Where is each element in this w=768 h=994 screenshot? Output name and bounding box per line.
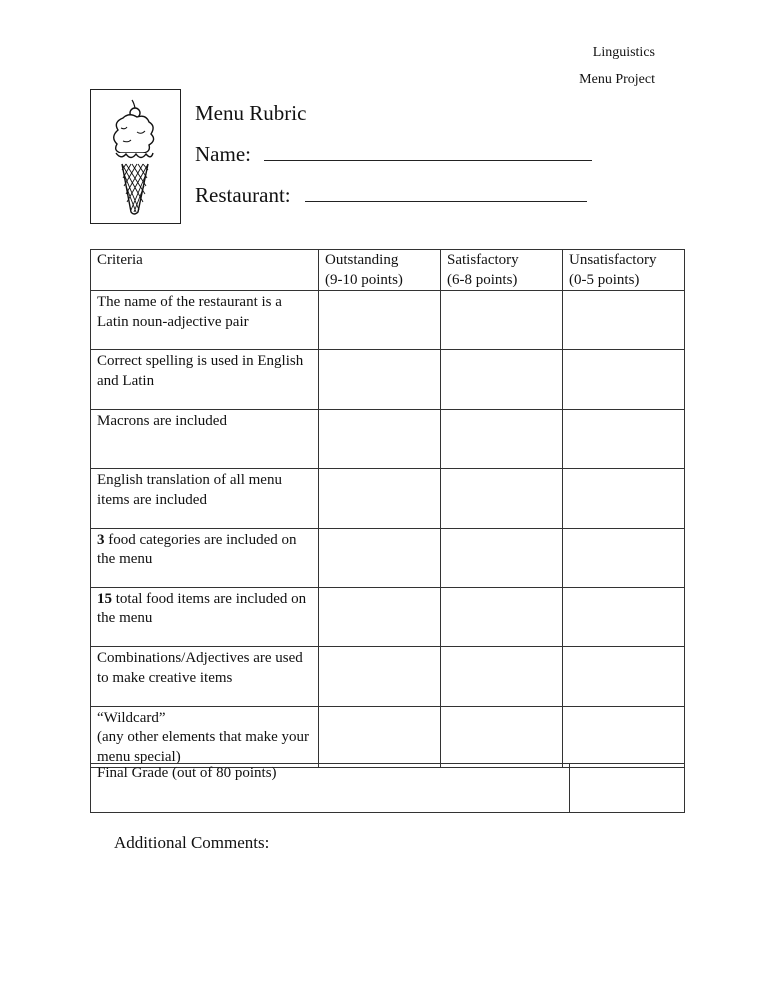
header-line1: Outstanding — [325, 252, 399, 268]
score-cell-satisfactory[interactable] — [441, 291, 563, 350]
score-cell-unsatisfactory[interactable] — [563, 587, 685, 646]
course-label: Linguistics — [592, 45, 655, 60]
score-cell-outstanding[interactable] — [319, 706, 441, 768]
score-cell-outstanding[interactable] — [319, 469, 441, 528]
score-cell-unsatisfactory[interactable] — [563, 350, 685, 409]
header-cell-criteria — [91, 250, 319, 291]
criteria-cell — [91, 528, 319, 587]
score-cell-satisfactory[interactable] — [441, 528, 563, 587]
project-label: Menu Project — [579, 72, 655, 87]
table-row — [91, 587, 685, 646]
score-cell-satisfactory[interactable] — [441, 647, 563, 706]
criteria-cell — [91, 587, 319, 646]
criteria-count: 15 — [97, 590, 112, 607]
criteria-text: Correct spelling is used in English and Latin — [97, 353, 304, 389]
score-cell-unsatisfactory[interactable] — [563, 409, 685, 468]
additional-comments-label: Additional Comments: — [114, 833, 270, 852]
header-line1: Criteria — [97, 252, 143, 268]
final-grade-row — [91, 764, 685, 813]
score-cell-outstanding[interactable] — [319, 528, 441, 587]
table-header-row — [91, 250, 685, 291]
criteria-count: 3 — [97, 531, 105, 548]
table-row — [91, 528, 685, 587]
final-grade-label: Final Grade (out of 80 points) — [91, 764, 570, 813]
criteria-text: Macrons are included — [97, 412, 227, 429]
score-cell-outstanding[interactable] — [319, 647, 441, 706]
score-cell-satisfactory[interactable] — [441, 350, 563, 409]
restaurant-label: Restaurant: — [195, 183, 291, 207]
score-cell-outstanding[interactable] — [319, 587, 441, 646]
header-line2: (9-10 points) — [325, 271, 403, 288]
score-cell-satisfactory[interactable] — [441, 587, 563, 646]
header-line2: (0-5 points) — [569, 271, 640, 288]
score-cell-unsatisfactory[interactable] — [563, 469, 685, 528]
score-cell-outstanding[interactable] — [319, 409, 441, 468]
header-cell-unsatisfactory — [563, 250, 685, 291]
table-row — [91, 409, 685, 468]
criteria-cell — [91, 409, 319, 468]
table-row — [91, 647, 685, 706]
score-cell-outstanding[interactable] — [319, 291, 441, 350]
score-cell-outstanding[interactable] — [319, 350, 441, 409]
rubric-table — [90, 249, 685, 768]
header-line1: Satisfactory — [447, 252, 519, 268]
score-cell-unsatisfactory[interactable] — [563, 528, 685, 587]
criteria-cell — [91, 469, 319, 528]
score-cell-satisfactory[interactable] — [441, 469, 563, 528]
header-cell-satisfactory — [441, 250, 563, 291]
criteria-text: The name of the restaurant is a Latin noun-adjective pair — [97, 294, 282, 330]
criteria-text: food categories are included on the menu — [97, 531, 297, 568]
criteria-cell — [91, 350, 319, 409]
name-blank[interactable] — [264, 142, 592, 161]
final-grade-cell[interactable] — [570, 764, 685, 813]
score-cell-satisfactory[interactable] — [441, 409, 563, 468]
restaurant-blank[interactable] — [305, 183, 587, 202]
ice-cream-cone-icon — [90, 89, 181, 224]
criteria-cell — [91, 647, 319, 706]
name-field[interactable] — [195, 142, 592, 167]
criteria-text: total food items are included on the menu — [97, 590, 307, 627]
score-cell-satisfactory[interactable] — [441, 706, 563, 768]
criteria-cell — [91, 706, 319, 768]
criteria-cell — [91, 291, 319, 350]
score-cell-unsatisfactory[interactable] — [563, 647, 685, 706]
criteria-text: English translation of all menu items are included — [97, 472, 282, 508]
table-row — [91, 350, 685, 409]
table-row — [91, 291, 685, 350]
page-title: Menu Rubric — [195, 101, 307, 125]
name-label: Name: — [195, 142, 251, 166]
header-line1: Unsatisfactory — [569, 252, 657, 268]
criteria-text: Combinations/Adjectives are used to make creative items — [97, 650, 303, 686]
criteria-text: “Wildcard” (any other elements that make your menu special) — [97, 709, 310, 765]
table-row — [91, 706, 685, 768]
header-cell-outstanding — [319, 250, 441, 291]
score-cell-unsatisfactory[interactable] — [563, 706, 685, 768]
table-row — [91, 469, 685, 528]
restaurant-field[interactable] — [195, 183, 587, 208]
header-line2: (6-8 points) — [447, 271, 518, 288]
final-grade-table — [90, 763, 685, 813]
score-cell-unsatisfactory[interactable] — [563, 291, 685, 350]
